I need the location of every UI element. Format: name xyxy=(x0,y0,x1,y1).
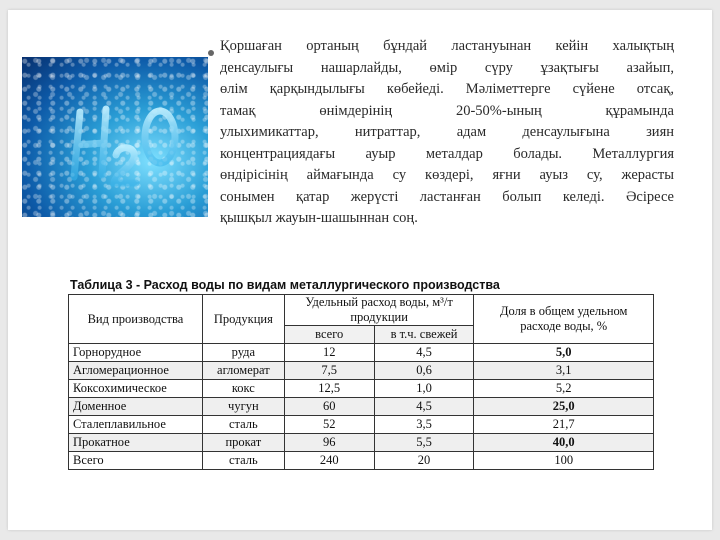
cell-total: 52 xyxy=(284,416,374,434)
slide xyxy=(8,10,712,530)
paragraph-line: концентрациядағы ауыр металдар болады. Металлургия xyxy=(220,145,674,162)
cell-share: 5,0 xyxy=(474,344,654,362)
paragraph-line: сонымен қатар жерүсті ластанған болып келеді. Әсіресе xyxy=(220,188,674,205)
cell-product: руда xyxy=(202,344,284,362)
cell-share: 25,0 xyxy=(474,398,654,416)
header-fresh: в т.ч. свежей xyxy=(374,326,474,344)
cell-product: прокат xyxy=(202,434,284,452)
cell-fresh: 20 xyxy=(374,452,474,470)
bullet-point xyxy=(208,50,214,56)
cell-name: Агломерационное xyxy=(69,362,203,380)
cell-name: Доменное xyxy=(69,398,203,416)
paragraph-line: улыхимикаттар, нитраттар, адам денсаулығына зиян xyxy=(220,124,674,140)
cell-name: Всего xyxy=(69,452,203,470)
paragraph-line: өндірісінің аймағында су көздері, яғни ауыз су, жерасты xyxy=(220,167,674,183)
cell-name: Горнорудное xyxy=(69,344,203,362)
paragraph-line: Қоршаған ортаның бұндай ластануынан кейін халықтың xyxy=(220,38,674,54)
water-drops-h2o-image xyxy=(22,57,208,217)
cell-total: 96 xyxy=(284,434,374,452)
cell-share: 3,1 xyxy=(474,362,654,380)
cell-total: 240 xyxy=(284,452,374,470)
table-row xyxy=(69,344,654,362)
header-production-type: Вид производства xyxy=(69,295,203,344)
paragraph-line: тамақ өнімдерінің 20-50%-ының құрамында xyxy=(220,102,674,119)
table-row xyxy=(69,362,654,380)
cell-share: 21,7 xyxy=(474,416,654,434)
cell-share: 100 xyxy=(474,452,654,470)
header-product: Продукция xyxy=(202,295,284,344)
cell-share: 40,0 xyxy=(474,434,654,452)
cell-fresh: 0,6 xyxy=(374,362,474,380)
cell-fresh: 4,5 xyxy=(374,344,474,362)
header-total: всего xyxy=(284,326,374,344)
cell-product: сталь xyxy=(202,416,284,434)
cell-product: кокс xyxy=(202,380,284,398)
table-title: Таблица 3 - Расход воды по видам металлургического производства xyxy=(70,278,500,292)
cell-fresh: 1,0 xyxy=(374,380,474,398)
cell-fresh: 4,5 xyxy=(374,398,474,416)
cell-product: чугун xyxy=(202,398,284,416)
table-row xyxy=(69,416,654,434)
paragraph-line: өлім қарқындылығы көбейеді. Мәліметтерге сүйене отсақ, xyxy=(220,81,674,97)
cell-total: 60 xyxy=(284,398,374,416)
table-row xyxy=(69,380,654,398)
cell-name: Прокатное xyxy=(69,434,203,452)
h2o-graphic xyxy=(22,57,208,217)
header-specific-consumption: Удельный расход воды, м³/т продукции xyxy=(284,295,474,326)
cell-total: 12,5 xyxy=(284,380,374,398)
cell-fresh: 5,5 xyxy=(374,434,474,452)
cell-name: Сталеплавильное xyxy=(69,416,203,434)
table-row xyxy=(69,434,654,452)
water-consumption-table xyxy=(68,294,654,470)
table-row xyxy=(69,452,654,470)
cell-fresh: 3,5 xyxy=(374,416,474,434)
header-share: Доля в общем удельном расходе воды, % xyxy=(474,295,654,344)
cell-product: агломерат xyxy=(202,362,284,380)
cell-total: 7,5 xyxy=(284,362,374,380)
body-paragraph xyxy=(220,36,674,230)
paragraph-line: денсаулығы нашарлайды, өмір сүру ұзақтығы азайып, xyxy=(220,59,674,76)
cell-total: 12 xyxy=(284,344,374,362)
water-consumption-table-image xyxy=(68,276,654,474)
cell-name: Коксохимическое xyxy=(69,380,203,398)
paragraph-line: қышқыл жауын-шашыннан соң. xyxy=(220,210,418,226)
table-row xyxy=(69,398,654,416)
cell-share: 5,2 xyxy=(474,380,654,398)
cell-product: сталь xyxy=(202,452,284,470)
